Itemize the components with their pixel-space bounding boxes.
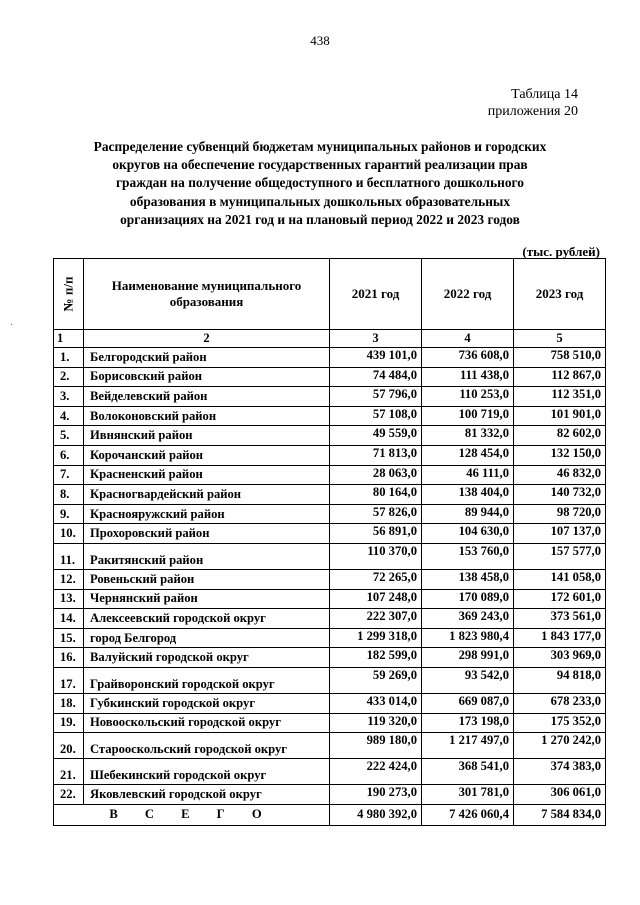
municipality-name: Волоконовский район [84,406,330,426]
value-2023: 1 843 177,0 [514,628,606,648]
value-2021: 72 265,0 [330,569,422,589]
row-number: 19. [54,713,84,733]
row-number: 20. [54,733,84,759]
value-2022: 100 719,0 [422,406,514,426]
value-2022: 173 198,0 [422,713,514,733]
value-2023: 678 233,0 [514,693,606,713]
value-2022: 1 217 497,0 [422,733,514,759]
value-2023: 303 969,0 [514,648,606,668]
value-2023: 374 383,0 [514,759,606,785]
table-row [54,693,606,713]
value-2021-total: 4 980 392,0 [330,804,422,825]
header-num-text: № п/п [60,276,76,312]
table-header-row [54,259,606,330]
value-2021: 433 014,0 [330,693,422,713]
value-2021: 57 826,0 [330,504,422,524]
municipality-name: Вейделевский район [84,387,330,407]
value-2023: 94 818,0 [514,667,606,693]
table-row [54,785,606,805]
header-num [54,259,84,330]
row-number: 15. [54,628,84,648]
table-row [54,465,606,485]
total-row [54,804,606,825]
municipality-name: Ивнянский район [84,426,330,446]
row-number: 5. [54,426,84,446]
row-number: 12. [54,569,84,589]
municipality-name: Борисовский район [84,367,330,387]
table-row [54,569,606,589]
municipality-name: Чернянский район [84,589,330,609]
value-2023: 140 732,0 [514,485,606,505]
value-2023: 112 351,0 [514,387,606,407]
value-2021: 439 101,0 [330,348,422,368]
budget-table [53,258,606,826]
value-2021: 222 424,0 [330,759,422,785]
row-number: 14. [54,609,84,629]
municipality-name: Новооскольский городской округ [84,713,330,733]
municipality-name: Ракитянский район [84,543,330,569]
table-row [54,367,606,387]
value-2022: 669 087,0 [422,693,514,713]
value-2023: 107 137,0 [514,524,606,544]
row-number: 13. [54,589,84,609]
value-2021: 74 484,0 [330,367,422,387]
value-2021: 28 063,0 [330,465,422,485]
header-2022: 2022 год [422,259,514,330]
header-name-line1: Наименование муниципального [111,278,302,293]
column-number: 3 [330,330,422,348]
document-title [50,138,590,229]
title-line: образования в муниципальных дошкольных образовательных [129,193,511,209]
value-2022: 153 760,0 [422,543,514,569]
value-2022: 111 438,0 [422,367,514,387]
table-row [54,543,606,569]
value-2023: 306 061,0 [514,785,606,805]
value-2022: 138 404,0 [422,485,514,505]
value-2021: 57 108,0 [330,406,422,426]
table-row [54,387,606,407]
value-2022: 46 111,0 [422,465,514,485]
value-2022: 89 944,0 [422,504,514,524]
value-2021: 1 299 318,0 [330,628,422,648]
row-number: 3. [54,387,84,407]
row-number: 21. [54,759,84,785]
value-2022: 369 243,0 [422,609,514,629]
value-2022: 298 991,0 [422,648,514,668]
value-2021: 107 248,0 [330,589,422,609]
table-row [54,609,606,629]
table-number: Таблица 14 [511,87,578,102]
table-row [54,485,606,505]
value-2021: 110 370,0 [330,543,422,569]
value-2021: 119 320,0 [330,713,422,733]
title-line: Распределение субвенций бюджетам муниципальных районов и городских [93,139,547,154]
value-2021: 59 269,0 [330,667,422,693]
value-2022: 128 454,0 [422,445,514,465]
page-number: 438 [310,33,330,48]
row-number: 11. [54,543,84,569]
column-number: 1 [54,330,84,348]
municipality-name: Губкинский городской округ [84,693,330,713]
table-row [54,406,606,426]
value-2022: 170 089,0 [422,589,514,609]
column-number: 2 [84,330,330,348]
value-2022: 93 542,0 [422,667,514,693]
header-name-line2: образования [169,294,244,309]
value-2023: 112 867,0 [514,367,606,387]
margin-mark: · [10,320,14,331]
value-2023: 373 561,0 [514,609,606,629]
row-number: 22. [54,785,84,805]
value-2021: 182 599,0 [330,648,422,668]
municipality-name: Ровеньский район [84,569,330,589]
header-name [84,259,330,330]
value-2021: 57 796,0 [330,387,422,407]
table-row [54,426,606,446]
municipality-name: Красненский район [84,465,330,485]
value-2023: 82 602,0 [514,426,606,446]
value-2023: 175 352,0 [514,713,606,733]
table-reference [488,86,578,120]
title-line: округов на обеспечение государственных гарантий реализации прав [112,157,528,173]
municipality-name: город Белгород [84,628,330,648]
table-row [54,759,606,785]
value-2021: 989 180,0 [330,733,422,759]
municipality-name: Белгородский район [84,348,330,368]
value-2022: 1 823 980,4 [422,628,514,648]
value-2023-total: 7 584 834,0 [514,804,606,825]
title-line: граждан на получение общедоступного и бесплатного дошкольного [115,175,525,191]
row-number: 8. [54,485,84,505]
municipality-name: Грайворонский городской округ [84,667,330,693]
value-2023: 132 150,0 [514,445,606,465]
value-2021: 80 164,0 [330,485,422,505]
municipality-name: Корочанский район [84,445,330,465]
row-number: 2. [54,367,84,387]
value-2023: 1 270 242,0 [514,733,606,759]
value-2022: 110 253,0 [422,387,514,407]
value-2023: 758 510,0 [514,348,606,368]
municipality-name: Яковлевский городской округ [84,785,330,805]
value-2023: 172 601,0 [514,589,606,609]
value-2023: 157 577,0 [514,543,606,569]
value-2021: 56 891,0 [330,524,422,544]
value-2021: 222 307,0 [330,609,422,629]
row-number: 16. [54,648,84,668]
column-number: 5 [514,330,606,348]
value-2021: 71 813,0 [330,445,422,465]
row-number: 17. [54,667,84,693]
header-2021: 2021 год [330,259,422,330]
table-row [54,667,606,693]
table-row [54,648,606,668]
row-number: 1. [54,348,84,368]
table-row [54,504,606,524]
row-number: 4. [54,406,84,426]
value-2021: 49 559,0 [330,426,422,446]
table-row [54,445,606,465]
table-row [54,733,606,759]
value-2022: 736 608,0 [422,348,514,368]
municipality-name: Красногвардейский район [84,485,330,505]
value-2022: 301 781,0 [422,785,514,805]
municipality-name: Старооскольский городской округ [84,733,330,759]
value-2022: 104 630,0 [422,524,514,544]
value-2022: 368 541,0 [422,759,514,785]
value-2021: 190 273,0 [330,785,422,805]
header-2023: 2023 год [514,259,606,330]
value-2023: 141 058,0 [514,569,606,589]
units-label: (тыс. рублей) [522,244,600,259]
value-2022: 81 332,0 [422,426,514,446]
row-number: 7. [54,465,84,485]
total-label: В С Е Г О [54,804,330,825]
row-number: 6. [54,445,84,465]
table-row [54,524,606,544]
value-2022: 138 458,0 [422,569,514,589]
table-row [54,348,606,368]
column-number: 4 [422,330,514,348]
column-numbers-row [54,330,606,348]
municipality-name: Алексеевский городской округ [84,609,330,629]
municipality-name: Шебекинский городской округ [84,759,330,785]
table-row [54,628,606,648]
value-2023: 101 901,0 [514,406,606,426]
municipality-name: Краснояружский район [84,504,330,524]
row-number: 9. [54,504,84,524]
row-number: 10. [54,524,84,544]
table-row [54,589,606,609]
table-row [54,713,606,733]
appendix-number: приложения 20 [487,104,578,119]
row-number: 18. [54,693,84,713]
value-2023: 98 720,0 [514,504,606,524]
value-2022-total: 7 426 060,4 [422,804,514,825]
value-2023: 46 832,0 [514,465,606,485]
municipality-name: Прохоровский район [84,524,330,544]
title-line: организациях на 2021 год и на плановый период 2022 и 2023 годов [120,211,520,227]
municipality-name: Валуйский городской округ [84,648,330,668]
